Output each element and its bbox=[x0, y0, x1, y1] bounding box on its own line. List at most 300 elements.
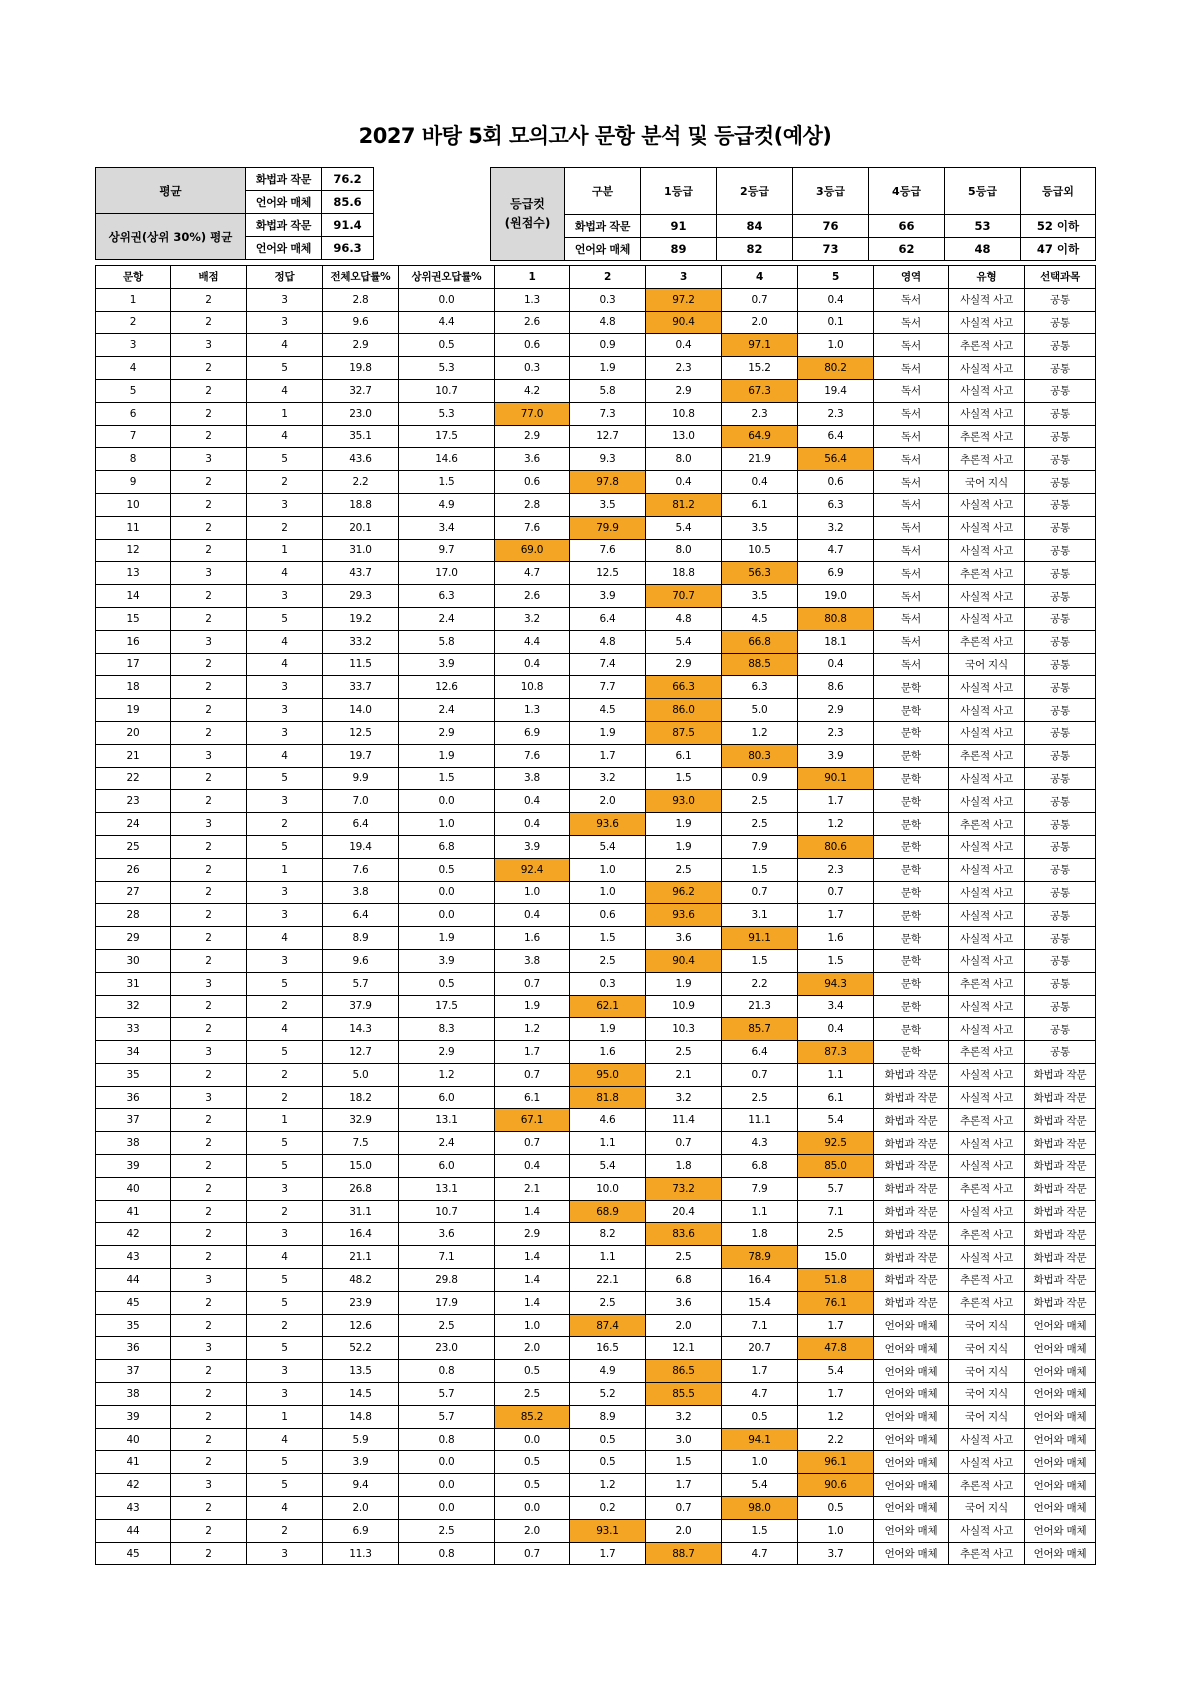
choice-5-rate-cell: 2.3 bbox=[798, 721, 874, 744]
choice-2-rate-cell: 0.3 bbox=[570, 288, 646, 311]
choice-1-rate-cell: 4.4 bbox=[495, 630, 570, 653]
choice-5-rate-cell: 6.3 bbox=[798, 493, 874, 516]
question-type-cell: 추론적 사고 bbox=[949, 1474, 1025, 1497]
points-cell: 2 bbox=[171, 1314, 247, 1337]
top-wrong-rate-cell: 5.7 bbox=[399, 1405, 495, 1428]
answer-cell: 2 bbox=[247, 1063, 323, 1086]
question-number-cell: 2 bbox=[96, 311, 171, 334]
choice-3-rate-cell: 0.7 bbox=[646, 1132, 722, 1155]
answer-cell: 4 bbox=[247, 1428, 323, 1451]
page-title: 2027 바탕 5회 모의고사 문항 분석 및 등급컷(예상) bbox=[358, 124, 832, 148]
choice-2-rate-cell: 8.9 bbox=[570, 1405, 646, 1428]
top-wrong-rate-cell: 6.0 bbox=[399, 1155, 495, 1178]
choice-2-rate-cell: 0.3 bbox=[570, 972, 646, 995]
choice-3-rate-cell: 97.2 bbox=[646, 288, 722, 311]
answer-cell: 2 bbox=[247, 1200, 323, 1223]
domain-cell: 언어와 매체 bbox=[874, 1405, 949, 1428]
question-number-cell: 40 bbox=[96, 1428, 171, 1451]
item-analysis-table bbox=[95, 265, 1096, 1565]
table-row bbox=[96, 448, 1096, 471]
table-row bbox=[96, 562, 1096, 585]
question-type-cell: 사실적 사고 bbox=[949, 790, 1025, 813]
column-header: 영역 bbox=[874, 266, 949, 289]
total-wrong-rate-cell: 14.0 bbox=[323, 699, 399, 722]
choice-4-rate-cell: 2.5 bbox=[722, 1086, 798, 1109]
grade-cut-header: 4등급 bbox=[869, 168, 945, 215]
table-row bbox=[96, 1542, 1096, 1565]
question-number-cell: 42 bbox=[96, 1223, 171, 1246]
choice-3-rate-cell: 10.8 bbox=[646, 402, 722, 425]
choice-4-rate-cell: 7.9 bbox=[722, 835, 798, 858]
domain-cell: 문학 bbox=[874, 744, 949, 767]
choice-3-rate-cell: 93.6 bbox=[646, 904, 722, 927]
answer-cell: 5 bbox=[247, 607, 323, 630]
elective-cell: 공통 bbox=[1025, 699, 1096, 722]
elective-cell: 공통 bbox=[1025, 790, 1096, 813]
domain-cell: 독서 bbox=[874, 585, 949, 608]
choice-3-rate-cell: 2.1 bbox=[646, 1063, 722, 1086]
answer-cell: 3 bbox=[247, 288, 323, 311]
choice-4-rate-cell: 56.3 bbox=[722, 562, 798, 585]
points-cell: 2 bbox=[171, 881, 247, 904]
choice-4-rate-cell: 97.1 bbox=[722, 334, 798, 357]
points-cell: 2 bbox=[171, 585, 247, 608]
question-type-cell: 추론적 사고 bbox=[949, 1041, 1025, 1064]
top-wrong-rate-cell: 0.0 bbox=[399, 1451, 495, 1474]
elective-cell: 공통 bbox=[1025, 813, 1096, 836]
choice-4-rate-cell: 94.1 bbox=[722, 1428, 798, 1451]
column-header: 5 bbox=[798, 266, 874, 289]
choice-2-rate-cell: 1.0 bbox=[570, 881, 646, 904]
choice-3-rate-cell: 0.4 bbox=[646, 334, 722, 357]
choice-2-rate-cell: 3.2 bbox=[570, 767, 646, 790]
points-cell: 2 bbox=[171, 927, 247, 950]
question-number-cell: 21 bbox=[96, 744, 171, 767]
choice-1-rate-cell: 3.2 bbox=[495, 607, 570, 630]
total-wrong-rate-cell: 2.2 bbox=[323, 471, 399, 494]
table-row bbox=[96, 949, 1096, 972]
elective-cell: 화법과 작문 bbox=[1025, 1086, 1096, 1109]
total-wrong-rate-cell: 7.5 bbox=[323, 1132, 399, 1155]
choice-4-rate-cell: 2.5 bbox=[722, 790, 798, 813]
total-wrong-rate-cell: 3.9 bbox=[323, 1451, 399, 1474]
choice-5-rate-cell: 56.4 bbox=[798, 448, 874, 471]
choice-3-rate-cell: 90.4 bbox=[646, 311, 722, 334]
choice-1-rate-cell: 1.2 bbox=[495, 1018, 570, 1041]
grade-cut-header: 1등급 bbox=[641, 168, 717, 215]
choice-5-rate-cell: 85.0 bbox=[798, 1155, 874, 1178]
choice-4-rate-cell: 80.3 bbox=[722, 744, 798, 767]
choice-1-rate-cell: 0.7 bbox=[495, 1132, 570, 1155]
total-wrong-rate-cell: 29.3 bbox=[323, 585, 399, 608]
elective-cell: 언어와 매체 bbox=[1025, 1360, 1096, 1383]
top-wrong-rate-cell: 0.0 bbox=[399, 881, 495, 904]
question-number-cell: 12 bbox=[96, 539, 171, 562]
choice-2-rate-cell: 1.5 bbox=[570, 927, 646, 950]
elective-cell: 공통 bbox=[1025, 539, 1096, 562]
table-row bbox=[96, 744, 1096, 767]
choice-5-rate-cell: 51.8 bbox=[798, 1269, 874, 1292]
question-type-cell: 추론적 사고 bbox=[949, 1177, 1025, 1200]
elective-cell: 언어와 매체 bbox=[1025, 1314, 1096, 1337]
total-wrong-rate-cell: 2.8 bbox=[323, 288, 399, 311]
domain-cell: 독서 bbox=[874, 516, 949, 539]
question-type-cell: 국어 지식 bbox=[949, 653, 1025, 676]
choice-4-rate-cell: 0.9 bbox=[722, 767, 798, 790]
choice-1-rate-cell: 69.0 bbox=[495, 539, 570, 562]
top-wrong-rate-cell: 0.0 bbox=[399, 288, 495, 311]
domain-cell: 문학 bbox=[874, 858, 949, 881]
elective-cell: 공통 bbox=[1025, 334, 1096, 357]
question-number-cell: 29 bbox=[96, 927, 171, 950]
domain-cell: 문학 bbox=[874, 1018, 949, 1041]
question-type-cell: 사실적 사고 bbox=[949, 311, 1025, 334]
question-number-cell: 20 bbox=[96, 721, 171, 744]
grade-cut-value: 84 bbox=[717, 215, 793, 238]
answer-cell: 3 bbox=[247, 881, 323, 904]
grade-cut-header: 5등급 bbox=[945, 168, 1021, 215]
column-header: 전체오답률% bbox=[323, 266, 399, 289]
grade-cut-header: 3등급 bbox=[793, 168, 869, 215]
table-row bbox=[96, 425, 1096, 448]
total-wrong-rate-cell: 20.1 bbox=[323, 516, 399, 539]
top-wrong-rate-cell: 5.3 bbox=[399, 357, 495, 380]
choice-4-rate-cell: 1.1 bbox=[722, 1200, 798, 1223]
item-analysis-body bbox=[96, 288, 1096, 1565]
total-wrong-rate-cell: 9.6 bbox=[323, 949, 399, 972]
elective-cell: 공통 bbox=[1025, 562, 1096, 585]
choice-3-rate-cell: 3.6 bbox=[646, 1291, 722, 1314]
domain-cell: 독서 bbox=[874, 607, 949, 630]
question-number-cell: 23 bbox=[96, 790, 171, 813]
points-cell: 2 bbox=[171, 653, 247, 676]
question-number-cell: 10 bbox=[96, 493, 171, 516]
elective-cell: 언어와 매체 bbox=[1025, 1519, 1096, 1542]
total-wrong-rate-cell: 7.0 bbox=[323, 790, 399, 813]
total-wrong-rate-cell: 32.7 bbox=[323, 379, 399, 402]
points-cell: 3 bbox=[171, 1269, 247, 1292]
grade-cut-table bbox=[490, 167, 1096, 261]
choice-1-rate-cell: 1.7 bbox=[495, 1041, 570, 1064]
answer-cell: 5 bbox=[247, 1337, 323, 1360]
question-number-cell: 14 bbox=[96, 585, 171, 608]
elective-cell: 공통 bbox=[1025, 995, 1096, 1018]
answer-cell: 4 bbox=[247, 630, 323, 653]
top-wrong-rate-cell: 0.5 bbox=[399, 334, 495, 357]
question-number-cell: 37 bbox=[96, 1109, 171, 1132]
choice-5-rate-cell: 2.5 bbox=[798, 1223, 874, 1246]
choice-3-rate-cell: 90.4 bbox=[646, 949, 722, 972]
question-number-cell: 37 bbox=[96, 1360, 171, 1383]
choice-2-rate-cell: 93.1 bbox=[570, 1519, 646, 1542]
question-type-cell: 사실적 사고 bbox=[949, 676, 1025, 699]
total-wrong-rate-cell: 13.5 bbox=[323, 1360, 399, 1383]
choice-3-rate-cell: 3.2 bbox=[646, 1405, 722, 1428]
choice-1-rate-cell: 2.6 bbox=[495, 585, 570, 608]
choice-5-rate-cell: 2.2 bbox=[798, 1428, 874, 1451]
table-row bbox=[96, 1223, 1096, 1246]
choice-2-rate-cell: 1.7 bbox=[570, 744, 646, 767]
answer-cell: 3 bbox=[247, 1383, 323, 1406]
top-wrong-rate-cell: 1.9 bbox=[399, 744, 495, 767]
grade-cut-value: 53 bbox=[945, 215, 1021, 238]
choice-3-rate-cell: 6.1 bbox=[646, 744, 722, 767]
question-number-cell: 4 bbox=[96, 357, 171, 380]
domain-cell: 언어와 매체 bbox=[874, 1337, 949, 1360]
top-wrong-rate-cell: 17.0 bbox=[399, 562, 495, 585]
choice-2-rate-cell: 12.5 bbox=[570, 562, 646, 585]
grade-cut-label-line1: 등급컷 bbox=[510, 197, 545, 211]
elective-cell: 언어와 매체 bbox=[1025, 1497, 1096, 1520]
question-type-cell: 사실적 사고 bbox=[949, 585, 1025, 608]
domain-cell: 언어와 매체 bbox=[874, 1497, 949, 1520]
elective-cell: 공통 bbox=[1025, 471, 1096, 494]
question-number-cell: 26 bbox=[96, 858, 171, 881]
answer-cell: 4 bbox=[247, 653, 323, 676]
answer-cell: 5 bbox=[247, 1041, 323, 1064]
total-wrong-rate-cell: 21.1 bbox=[323, 1246, 399, 1269]
elective-cell: 화법과 작문 bbox=[1025, 1063, 1096, 1086]
choice-5-rate-cell: 1.0 bbox=[798, 1519, 874, 1542]
choice-3-rate-cell: 6.8 bbox=[646, 1269, 722, 1292]
top-wrong-rate-cell: 5.3 bbox=[399, 402, 495, 425]
choice-2-rate-cell: 1.0 bbox=[570, 858, 646, 881]
choice-5-rate-cell: 1.0 bbox=[798, 334, 874, 357]
choice-1-rate-cell: 2.1 bbox=[495, 1177, 570, 1200]
choice-1-rate-cell: 2.5 bbox=[495, 1383, 570, 1406]
answer-cell: 2 bbox=[247, 995, 323, 1018]
choice-4-rate-cell: 0.7 bbox=[722, 1063, 798, 1086]
grade-cut-row bbox=[491, 238, 1096, 261]
points-cell: 2 bbox=[171, 721, 247, 744]
points-cell: 2 bbox=[171, 1018, 247, 1041]
choice-3-rate-cell: 2.3 bbox=[646, 357, 722, 380]
points-cell: 3 bbox=[171, 744, 247, 767]
choice-5-rate-cell: 0.4 bbox=[798, 1018, 874, 1041]
choice-5-rate-cell: 1.7 bbox=[798, 904, 874, 927]
choice-4-rate-cell: 15.4 bbox=[722, 1291, 798, 1314]
table-row bbox=[96, 379, 1096, 402]
average-value: 96.3 bbox=[322, 237, 374, 260]
top-wrong-rate-cell: 8.3 bbox=[399, 1018, 495, 1041]
choice-3-rate-cell: 13.0 bbox=[646, 425, 722, 448]
elective-cell: 화법과 작문 bbox=[1025, 1200, 1096, 1223]
choice-2-rate-cell: 7.3 bbox=[570, 402, 646, 425]
answer-cell: 5 bbox=[247, 1155, 323, 1178]
total-wrong-rate-cell: 31.1 bbox=[323, 1200, 399, 1223]
choice-3-rate-cell: 86.5 bbox=[646, 1360, 722, 1383]
question-number-cell: 22 bbox=[96, 767, 171, 790]
choice-1-rate-cell: 0.7 bbox=[495, 1542, 570, 1565]
points-cell: 3 bbox=[171, 1474, 247, 1497]
question-number-cell: 33 bbox=[96, 1018, 171, 1041]
top-wrong-rate-cell: 2.4 bbox=[399, 607, 495, 630]
choice-4-rate-cell: 2.2 bbox=[722, 972, 798, 995]
table-row bbox=[96, 334, 1096, 357]
total-wrong-rate-cell: 33.2 bbox=[323, 630, 399, 653]
choice-3-rate-cell: 96.2 bbox=[646, 881, 722, 904]
choice-2-rate-cell: 1.9 bbox=[570, 1018, 646, 1041]
grade-cut-value: 62 bbox=[869, 238, 945, 261]
choice-5-rate-cell: 3.9 bbox=[798, 744, 874, 767]
elective-cell: 공통 bbox=[1025, 927, 1096, 950]
total-wrong-rate-cell: 48.2 bbox=[323, 1269, 399, 1292]
question-type-cell: 추론적 사고 bbox=[949, 425, 1025, 448]
choice-2-rate-cell: 0.5 bbox=[570, 1428, 646, 1451]
choice-1-rate-cell: 1.0 bbox=[495, 881, 570, 904]
choice-1-rate-cell: 85.2 bbox=[495, 1405, 570, 1428]
choice-5-rate-cell: 94.3 bbox=[798, 972, 874, 995]
elective-cell: 공통 bbox=[1025, 744, 1096, 767]
choice-5-rate-cell: 19.4 bbox=[798, 379, 874, 402]
points-cell: 2 bbox=[171, 607, 247, 630]
total-wrong-rate-cell: 33.7 bbox=[323, 676, 399, 699]
choice-1-rate-cell: 0.4 bbox=[495, 653, 570, 676]
choice-2-rate-cell: 87.4 bbox=[570, 1314, 646, 1337]
question-type-cell: 추론적 사고 bbox=[949, 1223, 1025, 1246]
total-wrong-rate-cell: 5.0 bbox=[323, 1063, 399, 1086]
choice-1-rate-cell: 1.4 bbox=[495, 1291, 570, 1314]
choice-4-rate-cell: 2.5 bbox=[722, 813, 798, 836]
elective-cell: 공통 bbox=[1025, 1018, 1096, 1041]
grade-cut-value: 76 bbox=[793, 215, 869, 238]
points-cell: 2 bbox=[171, 1360, 247, 1383]
choice-2-rate-cell: 5.8 bbox=[570, 379, 646, 402]
choice-4-rate-cell: 5.4 bbox=[722, 1474, 798, 1497]
points-cell: 3 bbox=[171, 630, 247, 653]
choice-3-rate-cell: 87.5 bbox=[646, 721, 722, 744]
question-number-cell: 35 bbox=[96, 1314, 171, 1337]
choice-1-rate-cell: 7.6 bbox=[495, 516, 570, 539]
question-type-cell: 국어 지식 bbox=[949, 1497, 1025, 1520]
domain-cell: 독서 bbox=[874, 653, 949, 676]
points-cell: 2 bbox=[171, 402, 247, 425]
points-cell: 2 bbox=[171, 949, 247, 972]
choice-4-rate-cell: 6.8 bbox=[722, 1155, 798, 1178]
top-wrong-rate-cell: 3.6 bbox=[399, 1223, 495, 1246]
table-row bbox=[96, 1383, 1096, 1406]
table-row bbox=[96, 1474, 1096, 1497]
choice-1-rate-cell: 2.0 bbox=[495, 1337, 570, 1360]
top-wrong-rate-cell: 6.0 bbox=[399, 1086, 495, 1109]
choice-2-rate-cell: 62.1 bbox=[570, 995, 646, 1018]
question-type-cell: 추론적 사고 bbox=[949, 562, 1025, 585]
total-wrong-rate-cell: 3.8 bbox=[323, 881, 399, 904]
choice-3-rate-cell: 1.5 bbox=[646, 767, 722, 790]
answer-cell: 2 bbox=[247, 1086, 323, 1109]
question-type-cell: 추론적 사고 bbox=[949, 1109, 1025, 1132]
grade-cut-value: 73 bbox=[793, 238, 869, 261]
elective-cell: 공통 bbox=[1025, 630, 1096, 653]
choice-2-rate-cell: 1.1 bbox=[570, 1132, 646, 1155]
table-row bbox=[96, 1314, 1096, 1337]
column-header: 3 bbox=[646, 266, 722, 289]
elective-cell: 언어와 매체 bbox=[1025, 1542, 1096, 1565]
top-wrong-rate-cell: 0.0 bbox=[399, 790, 495, 813]
choice-1-rate-cell: 1.6 bbox=[495, 927, 570, 950]
elective-cell: 공통 bbox=[1025, 585, 1096, 608]
points-cell: 2 bbox=[171, 539, 247, 562]
table-row bbox=[96, 1451, 1096, 1474]
question-type-cell: 사실적 사고 bbox=[949, 1428, 1025, 1451]
top-average-label: 상위권(상위 30%) 평균 bbox=[96, 214, 246, 260]
domain-cell: 독서 bbox=[874, 630, 949, 653]
domain-cell: 독서 bbox=[874, 288, 949, 311]
question-number-cell: 27 bbox=[96, 881, 171, 904]
total-wrong-rate-cell: 2.0 bbox=[323, 1497, 399, 1520]
choice-2-rate-cell: 4.9 bbox=[570, 1360, 646, 1383]
table-row bbox=[96, 288, 1096, 311]
choice-5-rate-cell: 0.6 bbox=[798, 471, 874, 494]
choice-4-rate-cell: 2.3 bbox=[722, 402, 798, 425]
choice-5-rate-cell: 1.6 bbox=[798, 927, 874, 950]
choice-3-rate-cell: 85.5 bbox=[646, 1383, 722, 1406]
top-wrong-rate-cell: 6.8 bbox=[399, 835, 495, 858]
question-number-cell: 30 bbox=[96, 949, 171, 972]
top-average-row bbox=[96, 214, 374, 237]
choice-5-rate-cell: 6.4 bbox=[798, 425, 874, 448]
points-cell: 2 bbox=[171, 1109, 247, 1132]
answer-cell: 5 bbox=[247, 1269, 323, 1292]
domain-cell: 화법과 작문 bbox=[874, 1269, 949, 1292]
answer-cell: 3 bbox=[247, 1177, 323, 1200]
points-cell: 2 bbox=[171, 311, 247, 334]
choice-5-rate-cell: 15.0 bbox=[798, 1246, 874, 1269]
question-number-cell: 35 bbox=[96, 1063, 171, 1086]
choice-4-rate-cell: 6.3 bbox=[722, 676, 798, 699]
choice-3-rate-cell: 2.0 bbox=[646, 1519, 722, 1542]
elective-cell: 언어와 매체 bbox=[1025, 1474, 1096, 1497]
choice-4-rate-cell: 15.2 bbox=[722, 357, 798, 380]
choice-2-rate-cell: 2.5 bbox=[570, 949, 646, 972]
answer-cell: 4 bbox=[247, 334, 323, 357]
question-type-cell: 사실적 사고 bbox=[949, 927, 1025, 950]
total-wrong-rate-cell: 14.8 bbox=[323, 1405, 399, 1428]
top-wrong-rate-cell: 17.5 bbox=[399, 995, 495, 1018]
choice-2-rate-cell: 97.8 bbox=[570, 471, 646, 494]
choice-4-rate-cell: 88.5 bbox=[722, 653, 798, 676]
points-cell: 2 bbox=[171, 1155, 247, 1178]
question-number-cell: 1 bbox=[96, 288, 171, 311]
choice-2-rate-cell: 2.0 bbox=[570, 790, 646, 813]
question-number-cell: 45 bbox=[96, 1542, 171, 1565]
choice-3-rate-cell: 1.9 bbox=[646, 835, 722, 858]
total-wrong-rate-cell: 6.9 bbox=[323, 1519, 399, 1542]
points-cell: 2 bbox=[171, 904, 247, 927]
answer-cell: 5 bbox=[247, 1132, 323, 1155]
elective-cell: 공통 bbox=[1025, 1041, 1096, 1064]
question-number-cell: 18 bbox=[96, 676, 171, 699]
question-number-cell: 28 bbox=[96, 904, 171, 927]
question-type-cell: 사실적 사고 bbox=[949, 1155, 1025, 1178]
top-wrong-rate-cell: 2.9 bbox=[399, 1041, 495, 1064]
choice-4-rate-cell: 64.9 bbox=[722, 425, 798, 448]
top-wrong-rate-cell: 0.8 bbox=[399, 1428, 495, 1451]
choice-5-rate-cell: 76.1 bbox=[798, 1291, 874, 1314]
question-type-cell: 사실적 사고 bbox=[949, 539, 1025, 562]
table-row bbox=[96, 1405, 1096, 1428]
choice-5-rate-cell: 1.7 bbox=[798, 790, 874, 813]
question-number-cell: 36 bbox=[96, 1086, 171, 1109]
total-wrong-rate-cell: 43.7 bbox=[323, 562, 399, 585]
total-wrong-rate-cell: 14.3 bbox=[323, 1018, 399, 1041]
total-wrong-rate-cell: 5.9 bbox=[323, 1428, 399, 1451]
answer-cell: 3 bbox=[247, 1360, 323, 1383]
question-type-cell: 사실적 사고 bbox=[949, 835, 1025, 858]
total-wrong-rate-cell: 15.0 bbox=[323, 1155, 399, 1178]
question-number-cell: 31 bbox=[96, 972, 171, 995]
question-type-cell: 사실적 사고 bbox=[949, 1519, 1025, 1542]
